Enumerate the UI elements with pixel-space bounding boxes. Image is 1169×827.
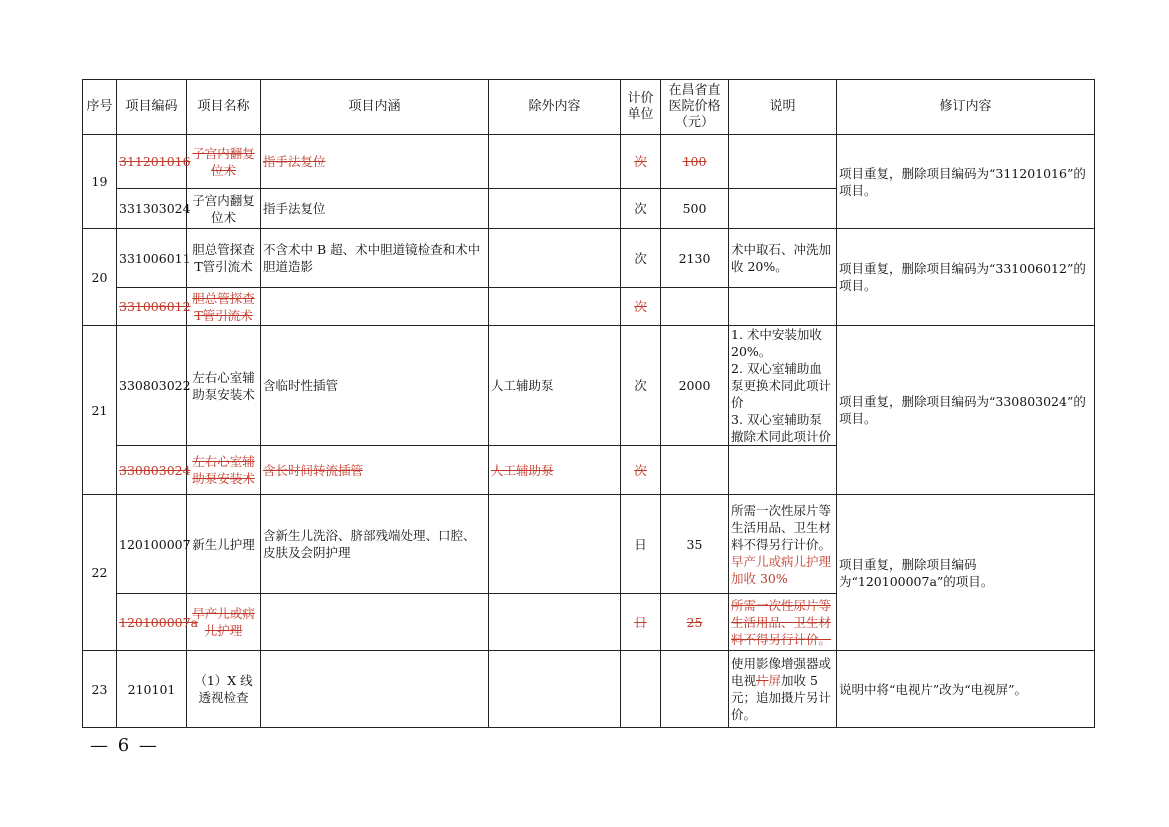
note-cell	[729, 495, 837, 594]
price-cell: 35	[661, 495, 729, 594]
revision-cell: 项目重复，删除项目编码为“331006012”的项目。	[837, 229, 1095, 326]
content-cell: 指手法复位	[261, 135, 489, 189]
page-number: — 6 —	[90, 735, 159, 756]
code-cell: 330803024	[117, 446, 187, 495]
exclude-cell	[489, 135, 621, 189]
code-cell: 210101	[117, 651, 187, 728]
content-cell: 含长时间转流插管	[261, 446, 489, 495]
unit-cell: 日	[621, 594, 661, 651]
name-cell: 左右心室辅助泵安装术	[187, 446, 261, 495]
exclude-cell	[489, 651, 621, 728]
unit-cell: 次	[621, 189, 661, 229]
note-text-b: 加收 5 元；追加摄片另计价。	[731, 673, 832, 722]
exclude-cell	[489, 594, 621, 651]
note-cell: 所需一次性尿片等生活用品、卫生材料不得另行计价。	[729, 594, 837, 651]
header-row	[83, 80, 1095, 135]
exclude-cell	[489, 229, 621, 288]
note-cell: 1. 术中安装加收20%。 2. 双心室辅助血泵更换术同此项计价 3. 双心室辅助泵撤除术同此项计价	[729, 326, 837, 446]
name-cell: （1）X 线透视检查	[187, 651, 261, 728]
seq-cell: 19	[83, 135, 117, 229]
header-seq: 序号	[83, 80, 117, 135]
name-cell: 子宫内翻复位术	[187, 135, 261, 189]
name-cell: 胆总管探查T管引流术	[187, 229, 261, 288]
code-cell: 120100007	[117, 495, 187, 594]
content-cell: 含临时性插管	[261, 326, 489, 446]
note-cell	[729, 135, 837, 189]
revision-cell: 说明中将“电视片”改为“电视屏”。	[837, 651, 1095, 728]
price-cell: 100	[661, 135, 729, 189]
header-unit: 计价单位	[621, 80, 661, 135]
unit-cell	[621, 651, 661, 728]
content-cell	[261, 594, 489, 651]
exclude-cell: 人工辅助泵	[489, 326, 621, 446]
unit-cell: 日	[621, 495, 661, 594]
table-row	[83, 326, 1095, 446]
exclude-cell	[489, 288, 621, 326]
header-exclude: 除外内容	[489, 80, 621, 135]
code-cell: 331303024	[117, 189, 187, 229]
note-cell	[729, 651, 837, 728]
price-cell: 500	[661, 189, 729, 229]
seq-cell: 20	[83, 229, 117, 326]
note-inserted-text: 屏	[768, 673, 782, 688]
table-row	[83, 651, 1095, 728]
content-cell: 不含术中 B 超、术中胆道镜检查和术中胆道造影	[261, 229, 489, 288]
header-price: 在昌省直医院价格（元）	[661, 80, 729, 135]
code-cell: 330803022	[117, 326, 187, 446]
table-row	[83, 135, 1095, 189]
content-cell: 指手法复位	[261, 189, 489, 229]
price-cell	[661, 446, 729, 495]
table-row	[83, 495, 1095, 594]
exclude-cell: 人工辅助泵	[489, 446, 621, 495]
seq-cell: 22	[83, 495, 117, 651]
header-revision: 修订内容	[837, 80, 1095, 135]
note-cell	[729, 189, 837, 229]
revision-cell: 项目重复，删除项目编码为“120100007a”的项目。	[837, 495, 1095, 651]
header-name: 项目名称	[187, 80, 261, 135]
note-cell	[729, 446, 837, 495]
name-cell: 左右心室辅助泵安装术	[187, 326, 261, 446]
header-code: 项目编码	[117, 80, 187, 135]
note-cell	[729, 288, 837, 326]
unit-cell: 次	[621, 229, 661, 288]
price-cell: 2000	[661, 326, 729, 446]
exclude-cell	[489, 495, 621, 594]
table-row	[83, 229, 1095, 288]
price-cell	[661, 651, 729, 728]
content-cell: 含新生儿洗浴、脐部残端处理、口腔、皮肤及会阴护理	[261, 495, 489, 594]
price-revision-table	[82, 79, 1095, 728]
note-added-text: 早产儿或病儿护理加收 30%	[731, 553, 832, 586]
name-cell: 子宫内翻复位术	[187, 189, 261, 229]
name-cell: 早产儿或病儿护理	[187, 594, 261, 651]
unit-cell: 次	[621, 446, 661, 495]
code-cell: 331006011	[117, 229, 187, 288]
code-cell: 331006012	[117, 288, 187, 326]
content-cell	[261, 288, 489, 326]
exclude-cell	[489, 189, 621, 229]
note-text-a: 使用影像增强器或电视	[731, 656, 832, 688]
content-cell	[261, 651, 489, 728]
header-content: 项目内涵	[261, 80, 489, 135]
unit-cell: 次	[621, 288, 661, 326]
note-struck-text: 片	[756, 673, 769, 688]
name-cell: 新生儿护理	[187, 495, 261, 594]
unit-cell: 次	[621, 326, 661, 446]
revision-cell: 项目重复，删除项目编码为“311201016”的项目。	[837, 135, 1095, 229]
price-cell: 25	[661, 594, 729, 651]
code-cell: 120100007a	[117, 594, 187, 651]
code-cell: 311201016	[117, 135, 187, 189]
note-text: 所需一次性尿片等生活用品、卫生材料不得另行计价。	[731, 502, 832, 552]
seq-cell: 23	[83, 651, 117, 728]
price-cell: 2130	[661, 229, 729, 288]
header-note: 说明	[729, 80, 837, 135]
unit-cell: 次	[621, 135, 661, 189]
name-cell: 胆总管探查T管引流术	[187, 288, 261, 326]
revision-cell: 项目重复，删除项目编码为“330803024”的项目。	[837, 326, 1095, 495]
price-cell	[661, 288, 729, 326]
note-cell: 术中取石、冲洗加收 20%。	[729, 229, 837, 288]
seq-cell: 21	[83, 326, 117, 495]
